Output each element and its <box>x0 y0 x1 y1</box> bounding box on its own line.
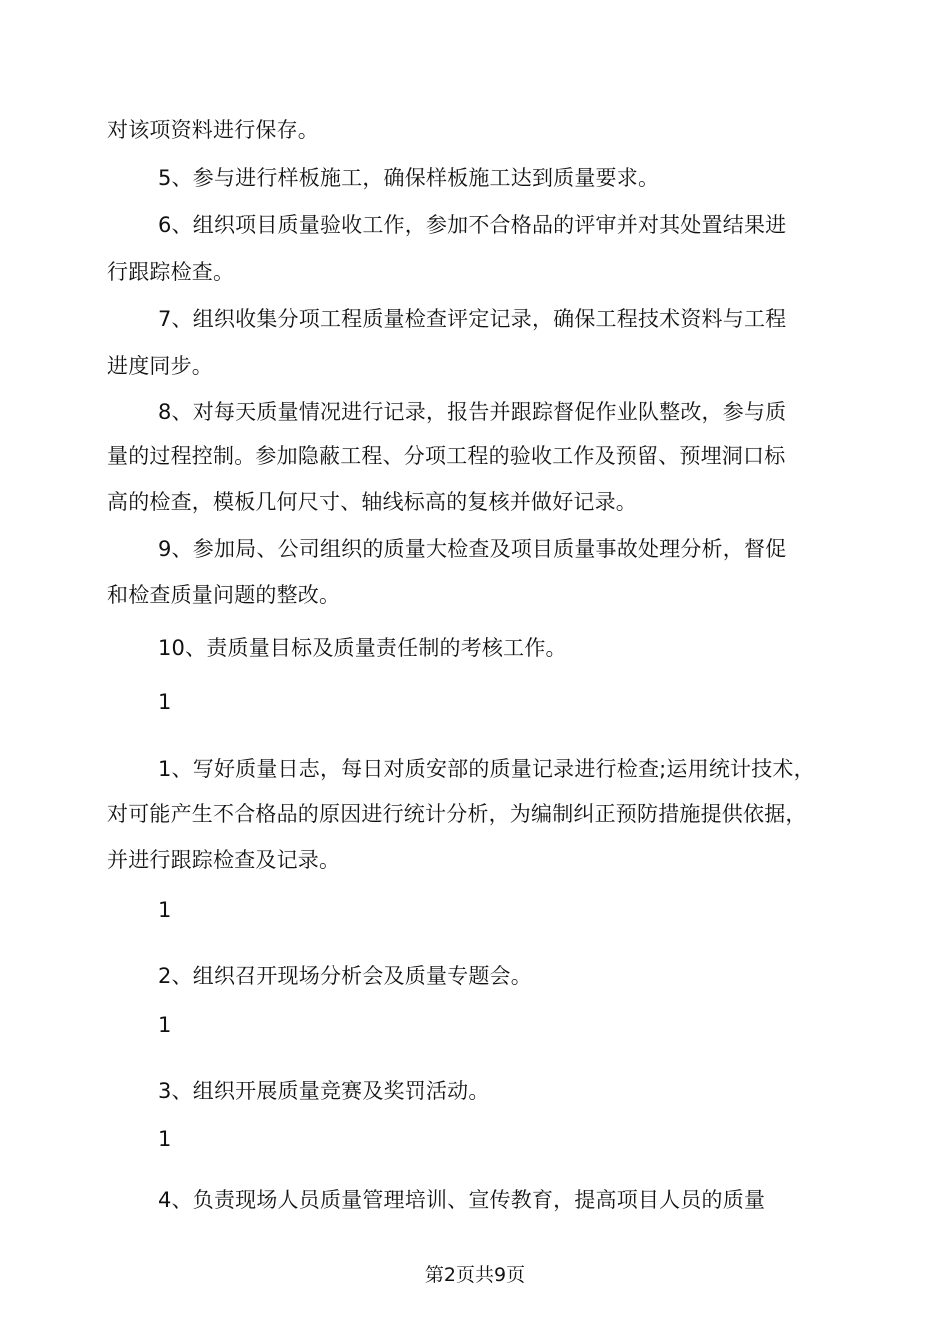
body-line: 3、组织开展质量竞赛及奖罚活动。 <box>158 1079 490 1103</box>
page-footer: 第2页共9页 <box>424 1264 526 1286</box>
body-line: 对该项资料进行保存。 <box>107 118 319 142</box>
body-line: 1、写好质量日志，每日对质安部的质量记录进行检查;运用统计技术， <box>158 757 815 781</box>
body-line: 进度同步。 <box>107 354 213 378</box>
body-line: 1 <box>158 1127 172 1151</box>
body-line: 行跟踪检查。 <box>107 260 235 284</box>
body-line: 4、负责现场人员质量管理培训、宣传教育，提高项目人员的质量 <box>158 1188 766 1212</box>
body-line: 1 <box>158 690 172 714</box>
body-line: 9、参加局、公司组织的质量大检查及项目质量事故处理分析，督促 <box>158 537 787 561</box>
body-line: 量的过程控制。参加隐蔽工程、分项工程的验收工作及预留、预埋洞口标 <box>107 444 786 468</box>
body-line: 对可能产生不合格品的原因进行统计分析，为编制纠正预防措施提供依据， <box>107 802 807 826</box>
body-line: 1 <box>158 898 172 922</box>
body-line: 高的检查，模板几何尺寸、轴线标高的复核并做好记录。 <box>107 490 637 514</box>
body-line: 7、组织收集分项工程质量检查评定记录，确保工程技术资料与工程 <box>158 307 787 331</box>
body-line: 并进行跟踪检查及记录。 <box>107 848 341 872</box>
body-line: 6、组织项目质量验收工作，参加不合格品的评审并对其处置结果进 <box>158 213 787 237</box>
body-line: 和检查质量问题的整改。 <box>107 583 341 607</box>
body-line: 8、对每天质量情况进行记录，报告并跟踪督促作业队整改，参与质 <box>158 400 787 424</box>
body-line: 1 <box>158 1013 172 1037</box>
body-line: 10、责质量目标及质量责任制的考核工作。 <box>158 636 567 660</box>
body-line: 5、参与进行样板施工，确保样板施工达到质量要求。 <box>158 166 660 190</box>
body-line: 2、组织召开现场分析会及质量专题会。 <box>158 964 532 988</box>
